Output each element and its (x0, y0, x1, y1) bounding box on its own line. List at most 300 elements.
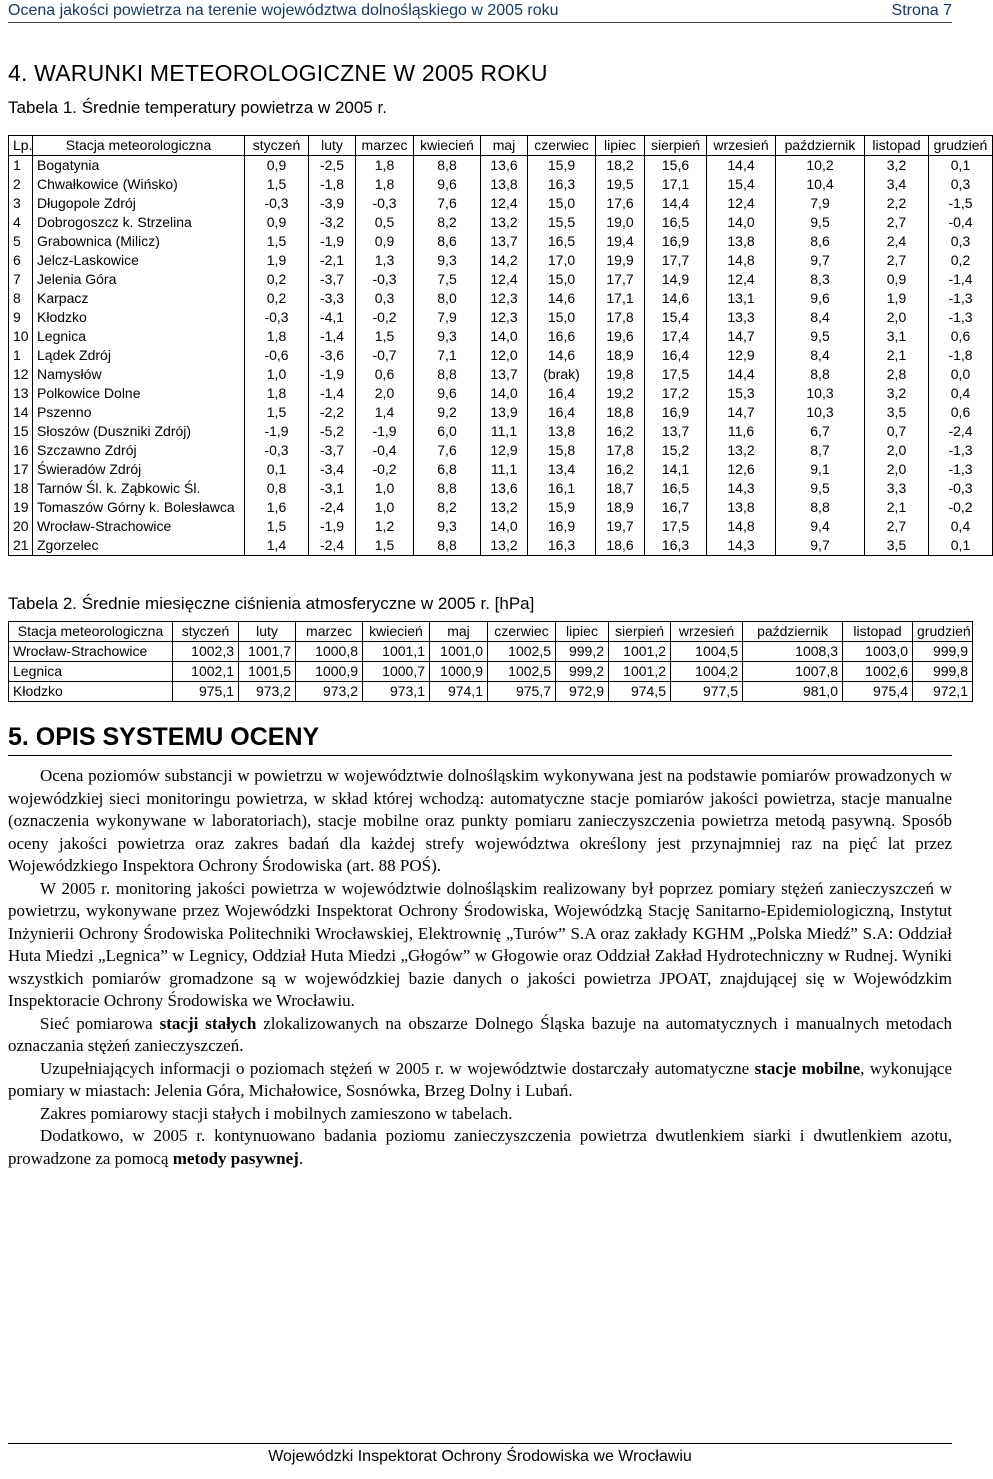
bold-term: stacje mobilne (754, 1058, 861, 1078)
table-cell-value: -1,9 (309, 232, 356, 251)
table-cell-value: 8,3 (776, 270, 865, 289)
table-cell-value: 9,6 (414, 384, 481, 403)
table-cell-value: 12,6 (707, 460, 776, 479)
table-cell-value: 13,7 (481, 232, 528, 251)
table-cell-value: 8,8 (776, 498, 865, 517)
table-cell-value: 14,7 (707, 403, 776, 422)
text-run: W 2005 r. monitoring jakości powietrza w województwie dolnośląskim realizowany był poprzez pomiary stężeń zanieczyszczeń w powietrzu, wykonywane przez Wojewódzki Inspektorat Ochrony Środowiska, Wojewódzką Stację Sanitarno-Epidemiologiczną, Instytut Inżynierii Ochrony Środowiska Politechniki Wrocławskiej, Elektrownię „Turów” S.A oraz zakłady KGHM „Polska Miedź” S.A: Oddział Huta Miedzi „Legnica” w Legnicy, Oddział Huta Miedzi „Głogów” w Głogowie oraz Oddział Zakład Hydrotechniczny w Rudnej. Wyniki wszystkich pomiarów gromadzone są w wojewódzkiej bazie danych o jakości powietrza JPOAT, znajdującej się w Wojewódzkim Inspektoracie Ochrony Środowiska we Wrocławiu. (8, 878, 952, 1010)
table-cell-value: 1000,8 (296, 642, 363, 662)
table-cell-value: -2,4 (309, 536, 356, 556)
table-cell-value: 12,4 (707, 194, 776, 213)
table-cell-value: 12,3 (481, 289, 528, 308)
table-cell-value: 19,4 (596, 232, 645, 251)
table-cell-value: 1,5 (356, 327, 414, 346)
table-cell-value: 14,6 (645, 289, 707, 308)
table-cell-value: 1,5 (245, 403, 309, 422)
column-header: styczeń (245, 136, 309, 156)
table-cell-value: 16,2 (596, 422, 645, 441)
table-cell-value: 13,2 (481, 213, 528, 232)
table-cell-value: 1001,7 (239, 642, 296, 662)
table-cell-value: 8,8 (776, 365, 865, 384)
table-cell-label: Długopole Zdrój (33, 194, 245, 213)
table-cell-value: 1,5 (245, 232, 309, 251)
table-cell-value: 9,2 (414, 403, 481, 422)
table-cell-value: -0,4 (929, 213, 993, 232)
table-cell-value: 1,9 (865, 289, 929, 308)
section-5-body (8, 765, 952, 1170)
table-cell-value: 977,5 (671, 682, 743, 702)
table-cell-label: Tarnów Śl. k. Ząbkowic Śl. (33, 479, 245, 498)
table-cell-value: 9,3 (414, 327, 481, 346)
table-cell-value: 2,7 (865, 517, 929, 536)
table-cell-value: 14,0 (481, 384, 528, 403)
column-header: lipiec (556, 622, 609, 642)
table-cell-value: 14,6 (528, 346, 596, 365)
table-cell-label: Zgorzelec (33, 536, 245, 556)
column-header: luty (239, 622, 296, 642)
table-cell-value: 0,9 (356, 232, 414, 251)
table-cell-value: 13,6 (481, 479, 528, 498)
table-cell-value: 1008,3 (743, 642, 843, 662)
column-header: Stacja meteorologiczna (33, 136, 245, 156)
table-cell-value: -2,5 (309, 156, 356, 176)
table-cell-value: 13,2 (707, 441, 776, 460)
table-cell-value: 19,5 (596, 175, 645, 194)
table-cell-value: 17,2 (645, 384, 707, 403)
column-header: listopad (843, 622, 913, 642)
table-cell-value: 3,3 (865, 479, 929, 498)
table-cell-value: 10,4 (776, 175, 865, 194)
table-cell-value: 8,8 (414, 365, 481, 384)
table-cell-value: 1000,9 (430, 662, 488, 682)
table-cell-value: 972,9 (556, 682, 609, 702)
table-cell-value: 13,2 (481, 536, 528, 556)
table-cell-value: 0,3 (929, 232, 993, 251)
column-header: czerwiec (528, 136, 596, 156)
table-cell-value: 12,4 (481, 194, 528, 213)
table-cell-label: Szczawno Zdrój (33, 441, 245, 460)
table-cell-value: 999,2 (556, 662, 609, 682)
table-cell-value: 14,4 (707, 365, 776, 384)
table-cell-value: 9,1 (776, 460, 865, 479)
table-cell-value: -5,2 (309, 422, 356, 441)
column-header: styczeń (173, 622, 239, 642)
table-row (9, 642, 973, 662)
table-cell-value: 8,2 (414, 498, 481, 517)
table-cell-value: 2,7 (865, 213, 929, 232)
table-cell-value: 13,8 (707, 232, 776, 251)
table-cell-value: 16,4 (645, 346, 707, 365)
table-cell-value: 999,8 (913, 662, 973, 682)
table-cell-value: -2,4 (929, 422, 993, 441)
table-cell-value: 15,4 (707, 175, 776, 194)
table-cell-value: 14,0 (481, 327, 528, 346)
table-cell-label: Legnica (9, 662, 173, 682)
table-cell-label: Grabownica (Milicz) (33, 232, 245, 251)
table-cell-value: 1,6 (245, 498, 309, 517)
table-cell-value: 17,8 (596, 308, 645, 327)
column-header: kwiecień (363, 622, 430, 642)
table-cell-value: 1,3 (356, 251, 414, 270)
table-cell-value: -0,3 (245, 308, 309, 327)
table-cell-value: 1,0 (356, 479, 414, 498)
table-cell-value: -1,8 (309, 175, 356, 194)
table-cell-value: -1,4 (309, 327, 356, 346)
table-cell-value: 0,5 (356, 213, 414, 232)
table-cell-value: 12,3 (481, 308, 528, 327)
table-cell-value: -1,4 (309, 384, 356, 403)
table-cell-label: Kłodzko (9, 682, 173, 702)
table-cell-value: 1001,0 (430, 642, 488, 662)
table-cell-label: 20 (9, 517, 33, 536)
text-run: Uzupełniających informacji o poziomach stężeń w 2005 r. w województwie dostarczały automatyczne (40, 1058, 755, 1078)
column-header: Lp. (9, 136, 33, 156)
bold-term: stacji stałych (159, 1013, 257, 1033)
table-row (9, 289, 993, 308)
table-row (9, 422, 993, 441)
table-cell-value: 17,6 (596, 194, 645, 213)
column-header: październik (743, 622, 843, 642)
table-cell-value: 0,9 (245, 156, 309, 176)
table-cell-value: 8,4 (776, 308, 865, 327)
table-cell-label: 16 (9, 441, 33, 460)
table-cell-value: 9,6 (776, 289, 865, 308)
table-cell-value: 3,2 (865, 384, 929, 403)
table-row (9, 662, 973, 682)
table-row (9, 308, 993, 327)
table-cell-value: 16,5 (528, 232, 596, 251)
table-cell-value: 14,8 (707, 517, 776, 536)
table-cell-value: -1,9 (309, 365, 356, 384)
table-cell-value: 2,0 (865, 460, 929, 479)
table-cell-label: 17 (9, 460, 33, 479)
table-cell-value: 18,9 (596, 498, 645, 517)
table-cell-value: 15,3 (707, 384, 776, 403)
table-cell-value: 1001,2 (609, 642, 671, 662)
table-cell-value: 6,0 (414, 422, 481, 441)
table-cell-value: 14,7 (707, 327, 776, 346)
table-cell-value: 8,0 (414, 289, 481, 308)
table-cell-value: -3,1 (309, 479, 356, 498)
body-paragraph (8, 1125, 952, 1170)
table-cell-value: 0,0 (929, 365, 993, 384)
table-cell-value: -0,6 (245, 346, 309, 365)
table-cell-value: 1002,3 (173, 642, 239, 662)
table-cell-value: 16,3 (528, 175, 596, 194)
table-cell-value: 9,7 (776, 536, 865, 556)
table-cell-value: 19,2 (596, 384, 645, 403)
column-header: wrzesień (671, 622, 743, 642)
page-footer: Wojewódzki Inspektorat Ochrony Środowiska we Wrocławiu (268, 1448, 692, 1465)
table-cell-value: 8,7 (776, 441, 865, 460)
table-cell-value: 19,0 (596, 213, 645, 232)
table-cell-value: 6,7 (776, 422, 865, 441)
table-cell-value: -1,8 (929, 346, 993, 365)
table-cell-value: 13,7 (645, 422, 707, 441)
table-cell-value: 1,8 (245, 327, 309, 346)
table-cell-value: 14,1 (645, 460, 707, 479)
table-cell-value: 19,6 (596, 327, 645, 346)
table-cell-value: -1,9 (356, 422, 414, 441)
table-cell-value: 13,9 (481, 403, 528, 422)
column-header: maj (481, 136, 528, 156)
table-cell-value: 8,2 (414, 213, 481, 232)
text-run: , wykonujące pomiary w miastach: Jelenia Góra, Michałowice, Sosnówka, Brzeg Dolny i Lubań. (8, 1058, 953, 1100)
page-header (8, 0, 952, 23)
table-cell-value: 1000,9 (296, 662, 363, 682)
table1-caption: Tabela 1. Średnie temperatury powietrza w 2005 r. (8, 98, 387, 117)
table-cell-value: 3,1 (865, 327, 929, 346)
table-cell-value: 9,4 (776, 517, 865, 536)
table-row (9, 498, 993, 517)
table-cell-value: 17,1 (596, 289, 645, 308)
pressure-table (8, 621, 973, 702)
table-row (9, 536, 993, 556)
bold-term: metody pasywnej (172, 1148, 299, 1168)
table-cell-value: 15,8 (528, 441, 596, 460)
table-cell-value: -0,3 (356, 194, 414, 213)
table-row (9, 346, 993, 365)
table-cell-value: 0,2 (245, 289, 309, 308)
table-cell-value: 14,4 (707, 156, 776, 176)
table-cell-label: 7 (9, 270, 33, 289)
table-cell-value: 12,4 (707, 270, 776, 289)
table-cell-value: 19,8 (596, 365, 645, 384)
table-cell-label: 12 (9, 365, 33, 384)
table-cell-value: -3,7 (309, 441, 356, 460)
table-cell-value: 2,0 (865, 308, 929, 327)
table-cell-value: -4,1 (309, 308, 356, 327)
table-cell-value: 9,6 (414, 175, 481, 194)
table-cell-label: Bogatynia (33, 156, 245, 176)
table-cell-value: 1003,0 (843, 642, 913, 662)
table-cell-value: 1,0 (245, 365, 309, 384)
table-cell-value: 2,0 (356, 384, 414, 403)
table-cell-value: -1,5 (929, 194, 993, 213)
column-header: lipiec (596, 136, 645, 156)
table-row (9, 479, 993, 498)
table-cell-value: -3,9 (309, 194, 356, 213)
column-header: kwiecień (414, 136, 481, 156)
table-cell-value: 12,9 (481, 441, 528, 460)
table-row (9, 403, 993, 422)
table-cell-value: 1001,2 (609, 662, 671, 682)
table-cell-label: 10 (9, 327, 33, 346)
table-cell-label: Słoszów (Duszniki Zdrój) (33, 422, 245, 441)
column-header: grudzień (929, 136, 993, 156)
table-cell-label: 18 (9, 479, 33, 498)
table-cell-value: 9,5 (776, 479, 865, 498)
table-cell-value: 0,1 (929, 536, 993, 556)
table-cell-value: 1,2 (356, 517, 414, 536)
table-cell-label: Chwałkowice (Wińsko) (33, 175, 245, 194)
page-number: Strona 7 (891, 2, 952, 19)
table-cell-value: -1,3 (929, 441, 993, 460)
table-cell-value: 15,2 (645, 441, 707, 460)
table-cell-value: 14,0 (707, 213, 776, 232)
table-cell-value: 9,3 (414, 517, 481, 536)
table-cell-value: 974,5 (609, 682, 671, 702)
table2-caption: Tabela 2. Średnie miesięczne ciśnienia atmosferyczne w 2005 r. [hPa] (8, 594, 535, 613)
table-cell-value: 7,9 (414, 308, 481, 327)
table-cell-value: 15,9 (528, 156, 596, 176)
table-cell-value: 19,7 (596, 517, 645, 536)
table-cell-value: 3,5 (865, 403, 929, 422)
table-row (9, 460, 993, 479)
table-cell-value: 15,4 (645, 308, 707, 327)
text-run: Dodatkowo, w 2005 r. kontynuowano badania poziomu zanieczyszczenia powietrza dwutlenkiem siarki i dwutlenkiem azotu, prowadzone za pomocą (8, 1126, 952, 1168)
table-cell-value: 1001,5 (239, 662, 296, 682)
table-cell-value: -0,3 (245, 194, 309, 213)
table-cell-value: 1004,2 (671, 662, 743, 682)
column-header: luty (309, 136, 356, 156)
table-cell-value: -0,7 (356, 346, 414, 365)
table-cell-value: -1,9 (309, 517, 356, 536)
table-cell-value: 8,6 (414, 232, 481, 251)
table-cell-value: 1,8 (356, 156, 414, 176)
table-cell-value: 14,2 (481, 251, 528, 270)
body-paragraph (8, 1058, 952, 1103)
table-row (9, 441, 993, 460)
table-cell-label: 3 (9, 194, 33, 213)
table-cell-value: 14,6 (528, 289, 596, 308)
table-cell-value: 1002,5 (488, 642, 556, 662)
table-cell-value: 3,4 (865, 175, 929, 194)
table-cell-value: -3,7 (309, 270, 356, 289)
table-cell-value: 16,2 (596, 460, 645, 479)
table-cell-value: 2,1 (865, 346, 929, 365)
table-cell-value: 981,0 (743, 682, 843, 702)
table-cell-value: 2,8 (865, 365, 929, 384)
table-cell-value: 0,6 (929, 327, 993, 346)
table-cell-value: -0,3 (356, 270, 414, 289)
text-run: . (298, 1148, 304, 1168)
table-cell-value: 13,8 (481, 175, 528, 194)
table-row (9, 517, 993, 536)
table-row (9, 365, 993, 384)
text-run: Ocena poziomów substancji w powietrzu w województwie dolnośląskim wykonywana jest na podstawie pomiarów prowadzonych w wojewódzkiej sieci monitoringu powietrza, w skład której wchodzą: automatyczne stacje pomiarów jakości powietrza, stacje manualne (oznaczenia wykonywane w laboratoriach), stacje mobilne oraz punkty pomiaru zanieczyszczenia powietrza metodą pasywną. Sposób oceny jakości powietrza oraz zakres badań dla każdej strefy województwa określony jest przynajmniej raz na pięć lat przez Wojewódzkiego Inspektora Ochrony Środowiska (art. 88 POŚ). (8, 766, 952, 875)
table-cell-value: 0,4 (929, 517, 993, 536)
table-cell-value: 13,8 (528, 422, 596, 441)
table-cell-value: 0,9 (245, 213, 309, 232)
table-cell-value: 0,8 (245, 479, 309, 498)
table-cell-value: 11,6 (707, 422, 776, 441)
table-cell-value: 1,5 (356, 536, 414, 556)
table-cell-value: 9,5 (776, 213, 865, 232)
table-cell-value: -2,1 (309, 251, 356, 270)
table-cell-value: 16,4 (528, 403, 596, 422)
table-cell-value: 14,3 (707, 479, 776, 498)
table-cell-value: 1,0 (356, 498, 414, 517)
body-paragraph (8, 878, 952, 1013)
table-cell-value: 18,6 (596, 536, 645, 556)
table-cell-value: 17,0 (528, 251, 596, 270)
table-cell-label: 4 (9, 213, 33, 232)
table-cell-value: 974,1 (430, 682, 488, 702)
table-row (9, 194, 993, 213)
table-cell-value: -0,3 (245, 441, 309, 460)
table-cell-value: 14,8 (707, 251, 776, 270)
table-cell-label: 1 (9, 156, 33, 176)
table-cell-label: 19 (9, 498, 33, 517)
table-cell-value: 0,2 (929, 251, 993, 270)
table-cell-value: 13,2 (481, 498, 528, 517)
table-cell-label: Pszenno (33, 403, 245, 422)
body-paragraph (8, 1013, 952, 1058)
footer-divider (8, 1443, 952, 1444)
text-run: Zakres pomiarowy stacji stałych i mobilnych zamieszono w tabelach. (40, 1103, 513, 1123)
table-cell-value: 9,7 (776, 251, 865, 270)
table-cell-value: 13,3 (707, 308, 776, 327)
table-cell-value: -1,3 (929, 289, 993, 308)
table-cell-value: 18,9 (596, 346, 645, 365)
table-row (9, 327, 993, 346)
table-cell-value: -2,2 (309, 403, 356, 422)
table-cell-value: 1,4 (245, 536, 309, 556)
table-cell-value: 18,8 (596, 403, 645, 422)
table-header-row (9, 136, 993, 156)
table-cell-value: 17,5 (645, 365, 707, 384)
table-cell-value: 2,2 (865, 194, 929, 213)
table-cell-label: Wrocław-Strachowice (33, 517, 245, 536)
table-cell-value: 1007,8 (743, 662, 843, 682)
table-cell-value: 14,9 (645, 270, 707, 289)
table-cell-value: -1,9 (245, 422, 309, 441)
table-cell-value: 16,7 (645, 498, 707, 517)
table-cell-value: 0,2 (245, 270, 309, 289)
column-header: listopad (865, 136, 929, 156)
table-cell-value: 2,1 (865, 498, 929, 517)
table-cell-value: 0,1 (929, 156, 993, 176)
column-header: marzec (356, 136, 414, 156)
table-cell-value: 13,8 (707, 498, 776, 517)
table-cell-label: 5 (9, 232, 33, 251)
table-cell-label: Jelcz-Laskowice (33, 251, 245, 270)
column-header: czerwiec (488, 622, 556, 642)
table-cell-value: 973,2 (296, 682, 363, 702)
table-cell-value: 15,0 (528, 308, 596, 327)
table-cell-value: 16,1 (528, 479, 596, 498)
table-cell-value: 2,0 (865, 441, 929, 460)
table-cell-value: 1002,5 (488, 662, 556, 682)
table-row (9, 232, 993, 251)
table-cell-label: Karpacz (33, 289, 245, 308)
column-header: wrzesień (707, 136, 776, 156)
table-cell-value: 16,5 (645, 479, 707, 498)
table-cell-value: 13,1 (707, 289, 776, 308)
table-cell-value: 2,7 (865, 251, 929, 270)
table-cell-value: 1002,1 (173, 662, 239, 682)
table-row (9, 175, 993, 194)
table-cell-value: 13,4 (528, 460, 596, 479)
table-cell-value: 16,3 (645, 536, 707, 556)
table-cell-value: 1,5 (245, 517, 309, 536)
table-cell-label: Dobrogoszcz k. Strzelina (33, 213, 245, 232)
table-cell-value: 9,5 (776, 327, 865, 346)
table-cell-value: 17,1 (645, 175, 707, 194)
table-cell-value: 975,1 (173, 682, 239, 702)
table-cell-value: 14,4 (645, 194, 707, 213)
table-header-row (9, 622, 973, 642)
column-header: maj (430, 622, 488, 642)
table-cell-value: -0,4 (356, 441, 414, 460)
table-cell-label: 8 (9, 289, 33, 308)
table-row (9, 270, 993, 289)
table-row (9, 251, 993, 270)
table-cell-label: Kłodzko (33, 308, 245, 327)
table-cell-label: Wrocław-Strachowice (9, 642, 173, 662)
table-cell-value: -0,2 (356, 460, 414, 479)
